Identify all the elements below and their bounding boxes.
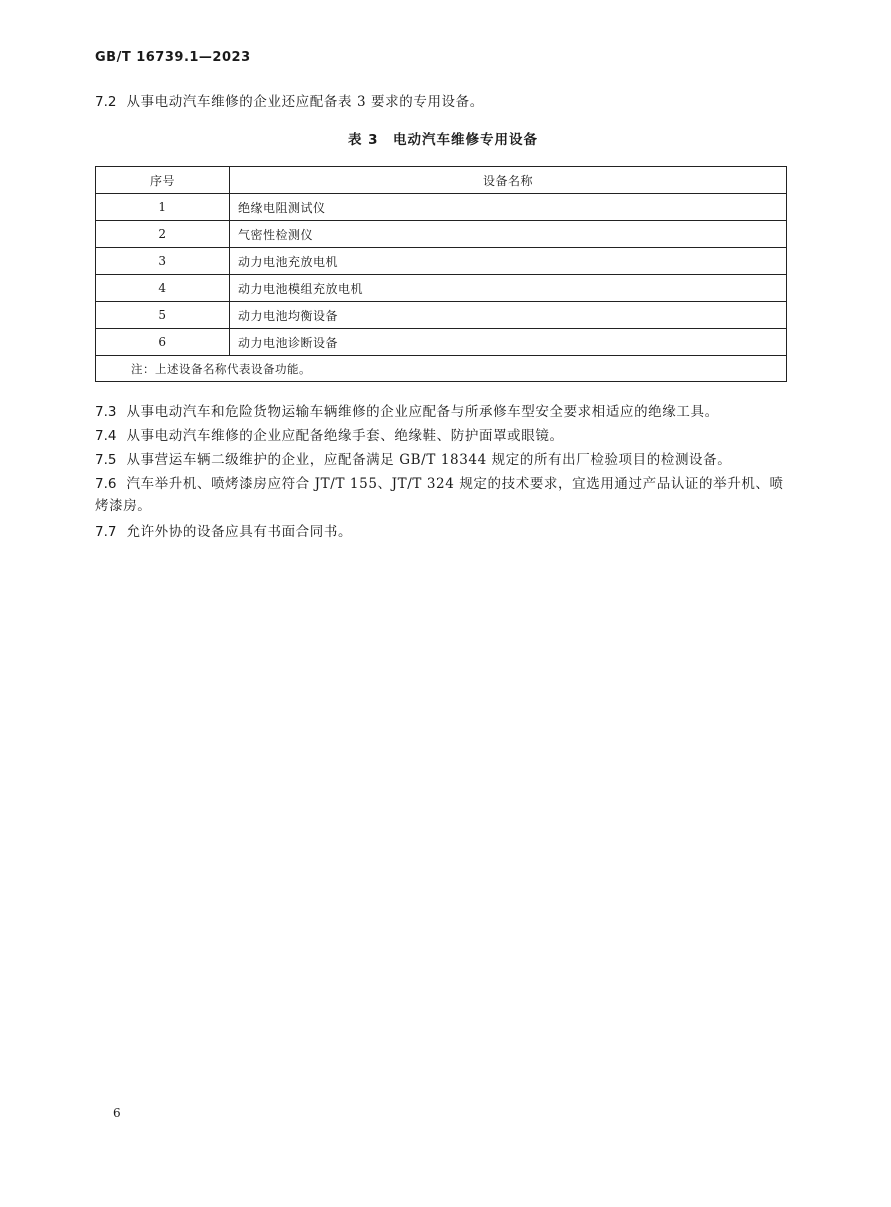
table-note: 注：上述设备名称代表设备功能。	[96, 356, 787, 382]
clause-7-5	[95, 449, 791, 471]
row-number: 6	[96, 329, 230, 356]
table-note-row	[96, 356, 787, 382]
clause-number: 7.7	[95, 524, 117, 540]
table-row	[96, 194, 787, 221]
row-number: 5	[96, 302, 230, 329]
clause-7-3	[95, 401, 791, 423]
table-row	[96, 275, 787, 302]
table-row	[96, 329, 787, 356]
clause-7-4	[95, 425, 791, 447]
row-number: 2	[96, 221, 230, 248]
col-header-number: 序号	[96, 167, 230, 194]
equipment-name: 动力电池诊断设备	[230, 329, 787, 356]
clause-number: 7.6	[95, 476, 117, 492]
equipment-table	[95, 166, 787, 382]
table-row	[96, 221, 787, 248]
table-caption: 表 3 电动汽车维修专用设备	[347, 132, 539, 148]
clause-text: 从事营运车辆二级维护的企业，应配备满足 GB/T 18344 规定的所有出厂检验项目的检测设备。	[126, 452, 732, 468]
row-number: 1	[96, 194, 230, 221]
clause-number: 7.4	[95, 428, 117, 444]
table-row	[96, 248, 787, 275]
clause-7-2	[95, 91, 791, 113]
clause-text: 汽车举升机、喷烤漆房应符合 JT/T 155、JT/T 324 规定的技术要求，宜选用通过产品认证的举升机、喷烤漆房。	[95, 476, 784, 514]
clause-number: 7.5	[95, 452, 117, 468]
equipment-name: 气密性检测仪	[230, 221, 787, 248]
equipment-name: 动力电池充放电机	[230, 248, 787, 275]
clause-text: 允许外协的设备应具有书面合同书。	[126, 524, 353, 540]
clause-7-6	[95, 473, 791, 517]
table-header-row	[96, 167, 787, 194]
clause-number: 7.3	[95, 404, 117, 420]
clause-text: 从事电动汽车维修的企业应配备绝缘手套、绝缘鞋、防护面罩或眼镜。	[126, 428, 564, 444]
clause-7-7	[95, 521, 791, 543]
clause-text: 从事电动汽车和危险货物运输车辆维修的企业应配备与所承修车型安全要求相适应的绝缘工具。	[126, 404, 719, 420]
clause-text: 从事电动汽车维修的企业还应配备表 3 要求的专用设备。	[126, 94, 484, 110]
standard-code-header: GB/T 16739.1—2023	[95, 50, 251, 65]
equipment-name: 动力电池均衡设备	[230, 302, 787, 329]
equipment-name: 绝缘电阻测试仪	[230, 194, 787, 221]
table-row	[96, 302, 787, 329]
page-number: 6	[113, 1106, 121, 1120]
row-number: 3	[96, 248, 230, 275]
col-header-equipment-name: 设备名称	[230, 167, 787, 194]
row-number: 4	[96, 275, 230, 302]
clause-number: 7.2	[95, 94, 117, 110]
equipment-name: 动力电池模组充放电机	[230, 275, 787, 302]
